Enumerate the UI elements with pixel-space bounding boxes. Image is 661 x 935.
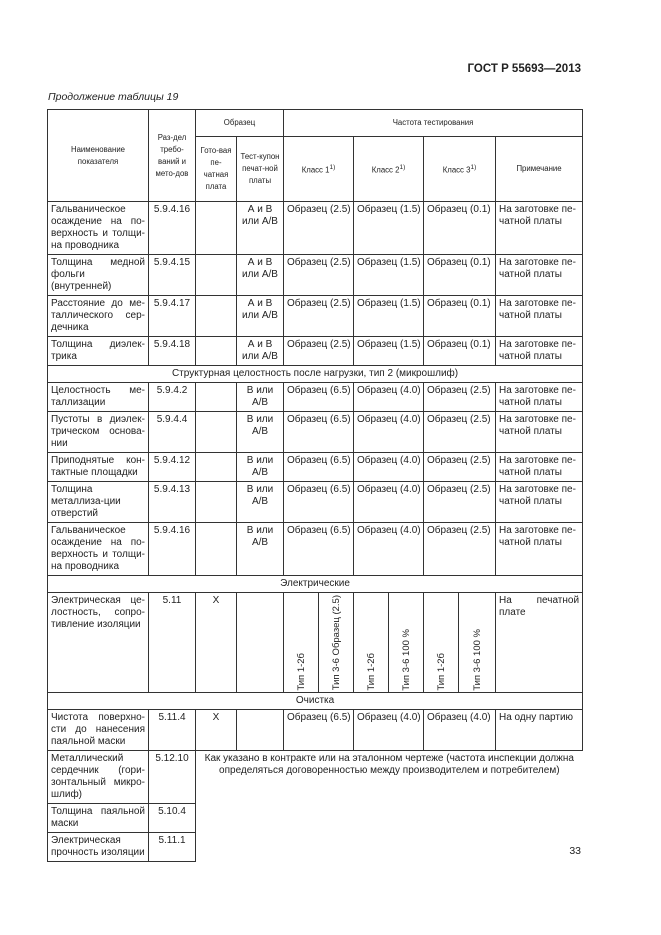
row-coupon: В или A/B (237, 412, 284, 453)
row-coupon (237, 593, 284, 693)
table-row (48, 523, 583, 576)
table-row (48, 453, 583, 482)
class2-footnote: 1) (399, 163, 406, 171)
class1-footnote: 1) (329, 163, 336, 171)
table-row (48, 482, 583, 523)
class2-label: Класс 2 (371, 165, 400, 175)
table-row (48, 593, 583, 693)
table-row (48, 412, 583, 453)
vertical-text: Тип 1-2б (435, 652, 447, 691)
row-class3: Образец (2.5) (424, 482, 496, 523)
row-board: X (196, 710, 237, 751)
row-coupon: А и В или A/B (237, 296, 284, 337)
row-section: 5.11.1 (149, 833, 196, 862)
row-board (196, 383, 237, 412)
section-title: Структурная целостность после нагрузки, тип 2 (микрошлиф) (48, 366, 583, 383)
row-name: Пустоты в диэлек-трическом основа-нии (48, 412, 149, 453)
page-number: 33 (569, 845, 581, 857)
row-board: X (196, 593, 237, 693)
row-name: Металлический сердечник (гори-зонтальный микро-шлиф) (48, 751, 149, 804)
header-note: Примечание (496, 137, 583, 202)
row-note: На заготовке пе-чатной платы (496, 523, 583, 576)
row-section: 5.9.4.15 (149, 255, 196, 296)
standard-code: ГОСТ Р 55693—2013 (467, 63, 581, 75)
row-name: Толщина медной фольги (внутренней) (48, 255, 149, 296)
row-section: 5.9.4.2 (149, 383, 196, 412)
row-board (196, 337, 237, 366)
row-section: 5.12.10 (149, 751, 196, 804)
row-class3: Образец (2.5) (424, 412, 496, 453)
row-class3: Образец (2.5) (424, 383, 496, 412)
row-class3: Образец (0.1) (424, 202, 496, 255)
header-class2 (354, 137, 424, 202)
row-note: На заготовке пе-чатной платы (496, 412, 583, 453)
row-name: Приподнятые кон-тактные площадки (48, 453, 149, 482)
row-coupon: А и В или A/B (237, 255, 284, 296)
row-coupon: В или A/B (237, 383, 284, 412)
class2-type36 (389, 593, 424, 693)
vertical-text: Тип 3-6 Образец (2.5) (330, 595, 342, 691)
row-class2: Образец (4.0) (354, 383, 424, 412)
class1-type12 (284, 593, 319, 693)
row-class1: Образец (2.5) (284, 202, 354, 255)
row-board (196, 523, 237, 576)
class3-footnote: 1) (470, 163, 477, 171)
row-class2: Образец (4.0) (354, 412, 424, 453)
row-name: Гальваническое осаждение на по-верхность и толщи-на проводника (48, 202, 149, 255)
row-class1: Образец (6.5) (284, 453, 354, 482)
header-class1 (284, 137, 354, 202)
row-note: На заготовке пе-чатной платы (496, 337, 583, 366)
row-board (196, 296, 237, 337)
row-coupon: А и В или A/B (237, 202, 284, 255)
row-note: На одну партию (496, 710, 583, 751)
row-class3: Образец (2.5) (424, 523, 496, 576)
row-class2: Образец (1.5) (354, 202, 424, 255)
row-class1: Образец (6.5) (284, 383, 354, 412)
table-row (48, 255, 583, 296)
table-row (48, 296, 583, 337)
row-board (196, 482, 237, 523)
section-title: Очистка (48, 693, 583, 710)
row-name: Расстояние до ме-таллического сер-дечника (48, 296, 149, 337)
row-note: На печатной плате (496, 593, 583, 693)
class2-type12 (354, 593, 389, 693)
row-note: На заготовке пе-чатной платы (496, 383, 583, 412)
row-class3: Образец (0.1) (424, 255, 496, 296)
row-coupon: В или A/B (237, 482, 284, 523)
row-class2: Образец (1.5) (354, 255, 424, 296)
row-class2: Образец (4.0) (354, 453, 424, 482)
row-section: 5.11 (149, 593, 196, 693)
row-board (196, 453, 237, 482)
class3-type36 (459, 593, 496, 693)
section-4 (48, 693, 583, 862)
row-board (196, 412, 237, 453)
requirements-table (47, 109, 583, 862)
row-section: 5.9.4.16 (149, 523, 196, 576)
table-continuation-caption: Продолжение таблицы 19 (48, 91, 179, 103)
row-class2: Образец (4.0) (354, 482, 424, 523)
header-name: Наименование показателя (48, 110, 149, 202)
vertical-text: Тип 3-6 100 % (400, 628, 412, 691)
row-section: 5.11.4 (149, 710, 196, 751)
row-name: Толщина диэлек-трика (48, 337, 149, 366)
row-board (196, 255, 237, 296)
row-note: На заготовке пе-чатной платы (496, 453, 583, 482)
row-class1: Образец (6.5) (284, 412, 354, 453)
vertical-text: Тип 1-2б (295, 652, 307, 691)
row-class2: Образец (1.5) (354, 337, 424, 366)
table-row (48, 337, 583, 366)
row-name: Чистота поверхно-сти до нанесения паяльной маски (48, 710, 149, 751)
table-row (48, 383, 583, 412)
row-class1: Образец (2.5) (284, 337, 354, 366)
row-note: На заготовке пе-чатной платы (496, 296, 583, 337)
row-class1: Образец (2.5) (284, 255, 354, 296)
row-coupon: А и В или A/B (237, 337, 284, 366)
row-class3: Образец (0.1) (424, 337, 496, 366)
class3-type12 (424, 593, 459, 693)
header-sample: Образец (196, 110, 284, 137)
row-section: 5.9.4.13 (149, 482, 196, 523)
row-class1: Образец (2.5) (284, 296, 354, 337)
row-class3: Образец (2.5) (424, 453, 496, 482)
row-section: 5.9.4.12 (149, 453, 196, 482)
row-coupon: В или A/B (237, 523, 284, 576)
header-coupon: Тест-купон печат-ной платы (237, 137, 284, 202)
row-coupon: В или A/B (237, 453, 284, 482)
vertical-text: Тип 3-6 100 % (471, 628, 483, 691)
table-row (48, 202, 583, 255)
row-board (196, 202, 237, 255)
row-name: Электрическая це-лостность, сопро-тивление изоляции (48, 593, 149, 693)
row-class1: Образец (6.5) (284, 710, 354, 751)
row-note: На заготовке пе-чатной платы (496, 255, 583, 296)
group-2-rows (48, 383, 583, 576)
row-section: 5.9.4.18 (149, 337, 196, 366)
table-row (48, 710, 583, 751)
vertical-text: Тип 1-2б (365, 652, 377, 691)
row-class2: Образец (1.5) (354, 296, 424, 337)
section-3 (48, 576, 583, 693)
table-row (48, 751, 583, 804)
row-coupon (237, 710, 284, 751)
table-header (48, 110, 583, 202)
row-section: 5.10.4 (149, 804, 196, 833)
row-class1: Образец (6.5) (284, 523, 354, 576)
row-name: Толщина паяльной маски (48, 804, 149, 833)
class1-label: Класс 1 (301, 165, 330, 175)
row-section: 5.9.4.4 (149, 412, 196, 453)
merged-note: Как указано в контракте или на эталонном чертеже (частота инспекции должна определяться договоренностью между производителем и потребителем) (196, 751, 583, 862)
header-board: Гото-вая пе-чатная плата (196, 137, 237, 202)
row-class1: Образец (6.5) (284, 482, 354, 523)
row-section: 5.9.4.16 (149, 202, 196, 255)
header-section: Раз-дел требо-ваний и мето-дов (149, 110, 196, 202)
row-name: Толщина металлиза-ции отверстий (48, 482, 149, 523)
header-frequency: Частота тестирования (284, 110, 583, 137)
row-class3: Образец (4.0) (424, 710, 496, 751)
row-class2: Образец (4.0) (354, 523, 424, 576)
class3-label: Класс 3 (442, 165, 471, 175)
row-name: Гальваническое осаждение на по-верхность и толщи-на проводника (48, 523, 149, 576)
row-name: Электрическая прочность изоляции (48, 833, 149, 862)
row-class3: Образец (0.1) (424, 296, 496, 337)
row-note: На заготовке пе-чатной платы (496, 202, 583, 255)
row-name: Целостность ме-таллизации (48, 383, 149, 412)
header-class3 (424, 137, 496, 202)
group-1-rows (48, 202, 583, 366)
row-section: 5.9.4.17 (149, 296, 196, 337)
class1-type36 (319, 593, 354, 693)
section-title: Электрические (48, 576, 583, 593)
row-note: На заготовке пе-чатной платы (496, 482, 583, 523)
section-2 (48, 366, 583, 383)
row-class2: Образец (4.0) (354, 710, 424, 751)
